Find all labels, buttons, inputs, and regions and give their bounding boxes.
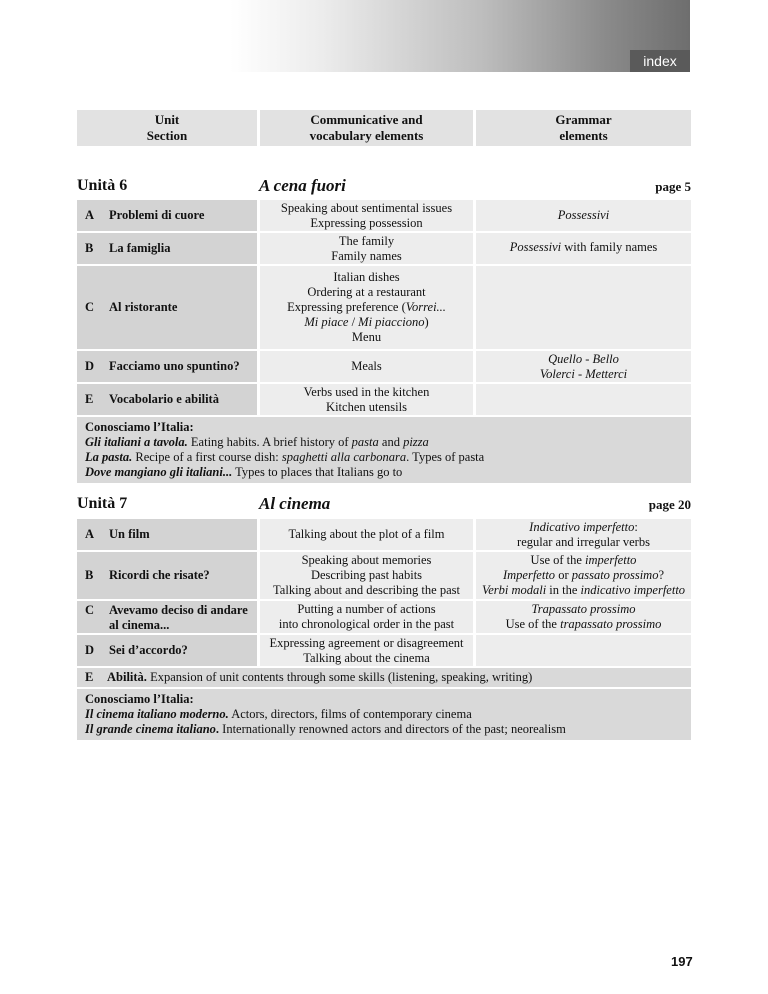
comm-cell (260, 233, 473, 264)
topic-italic: pasta (351, 435, 379, 449)
comm-line: Expressing agreement or disagreement (269, 635, 464, 650)
section-name: Facciamo uno spuntino? (109, 359, 240, 373)
grammar-line: regular and irregular verbs (517, 534, 650, 549)
header-text: Communicative and (310, 112, 423, 127)
conosciamo-line (85, 722, 683, 737)
section-cell (77, 384, 257, 415)
grammar-cell (476, 266, 691, 349)
conosciamo-line (85, 707, 683, 722)
unit-7-table (77, 519, 691, 740)
table-row (77, 601, 691, 633)
section-letter: D (85, 643, 95, 657)
index-tab: index (630, 50, 690, 72)
table-row (77, 266, 691, 349)
conosciamo-line (85, 450, 683, 465)
grammar-italic: indicativo imperfetto (580, 583, 686, 597)
comm-cell (260, 200, 473, 231)
topic-text: . (215, 722, 220, 736)
topic-text: . Types of pasta (406, 450, 485, 464)
section-name-line: al cinema... (109, 618, 170, 632)
section-letter: B (85, 241, 94, 255)
comm-line (304, 315, 428, 330)
conosciamo-box (77, 417, 691, 483)
comm-cell (260, 384, 473, 415)
conosciamo-line (85, 435, 683, 450)
grammar-line (510, 240, 658, 255)
comm-line: Speaking about sentimental issues (280, 200, 453, 215)
topic-title: Il cinema italiano moderno. (85, 707, 229, 721)
section-name: Vocabolario e abilità (109, 392, 219, 406)
section-cell (77, 552, 257, 599)
header-communicative (260, 110, 473, 146)
unit-number: Unità 6 (77, 177, 128, 194)
unit-page: page 20 (648, 497, 691, 512)
section-name: Ricordi che risate? (109, 568, 210, 582)
section-name (109, 603, 248, 633)
comm-line: Talking about the cinema (303, 650, 430, 665)
header-text: elements (559, 128, 608, 143)
table-row (77, 384, 691, 415)
topic-text: Recipe of a first course dish: (132, 450, 282, 464)
topic-text: Types to places that Italians go to (232, 465, 403, 479)
header-text: Unit (154, 112, 180, 127)
unit-6-table (77, 200, 691, 483)
grammar-line (529, 520, 638, 535)
comm-cell (260, 635, 473, 666)
grammar-cell (476, 384, 691, 415)
conosciamo-heading: Conosciamo l’Italia: (85, 692, 194, 706)
comm-line: Talking about and describing the past (273, 583, 460, 597)
abilita-title: Abilità. (107, 670, 147, 684)
section-cell (77, 351, 257, 382)
grammar-cell (476, 233, 691, 264)
grammar-line (503, 568, 664, 583)
table-row (77, 351, 691, 382)
grammar-text: with family names (561, 240, 658, 254)
header-text: vocabulary elements (309, 128, 424, 143)
table-row (77, 200, 691, 231)
section-letter: A (85, 527, 95, 541)
comm-italic: Mi piace (304, 315, 349, 329)
table-row (77, 552, 691, 599)
grammar-cell (476, 351, 691, 382)
comm-cell (260, 351, 473, 382)
grammar-line: Volerci - Metterci (539, 366, 628, 381)
comm-line: Describing past habits (310, 568, 423, 582)
grammar-text: : (634, 519, 638, 534)
table-row (77, 519, 691, 550)
comm-line: Verbs used in the kitchen (303, 384, 430, 399)
conosciamo-box (77, 689, 691, 740)
section-name: Un film (109, 527, 150, 541)
topic-title: Dove mangiano gli italiani... (85, 465, 233, 479)
topic-italic: pizza (403, 435, 429, 449)
comm-cell (260, 519, 473, 550)
grammar-italic: passato prossimo (571, 568, 659, 582)
topic-title: La pasta. (85, 450, 133, 464)
section-letter: D (85, 359, 95, 373)
grammar-line (506, 617, 662, 632)
comm-line: into chronological order in the past (278, 617, 455, 631)
comm-line: Kitchen utensils (326, 399, 407, 414)
section-letter: E (85, 670, 94, 684)
section-name-line: Avevamo deciso di andare (109, 603, 248, 617)
grammar-text: or (555, 568, 572, 582)
unit-7-heading (77, 495, 691, 517)
comm-line: Meals (351, 359, 382, 373)
unit-title: A cena fuori (259, 176, 346, 195)
section-name: La famiglia (109, 241, 171, 255)
grammar-line: Trapassato prossimo (531, 602, 636, 616)
table-row (77, 635, 691, 666)
unit-number: Unità 7 (77, 495, 128, 512)
topic-text: and (378, 435, 404, 449)
abilita-text: Expansion of unit contents through some skills (listening, speaking, writing) (146, 670, 533, 684)
section-letter: B (85, 568, 94, 582)
section-cell (77, 200, 257, 231)
comm-line: Expressing possession (310, 215, 423, 230)
topic-title: Gli italiani a tavola. (85, 435, 188, 449)
section-name: Al ristorante (109, 300, 178, 314)
grammar-cell (476, 635, 691, 666)
header-text: Grammar (555, 112, 612, 127)
topic-title: Il grande cinema italiano (85, 722, 216, 736)
grammar-italic: imperfetto (585, 553, 637, 567)
grammar-italic: Verbi modali (481, 583, 547, 597)
header-unit-section (77, 110, 257, 146)
grammar-text: ? (658, 568, 665, 582)
section-cell (77, 601, 257, 633)
comm-italic: Mi piacciono (358, 315, 425, 329)
comm-line: The family (338, 233, 395, 248)
grammar-cell (476, 200, 691, 231)
comm-line: Putting a number of actions (297, 602, 436, 616)
grammar-cell (476, 519, 691, 550)
conosciamo-heading: Conosciamo l’Italia: (85, 420, 194, 434)
comm-line: Family names (331, 248, 402, 263)
topic-text: Internationally renowned actors and directors of the past; neorealism (219, 722, 566, 736)
section-letter: C (85, 603, 95, 617)
topic-italic: spaghetti alla carbonara (281, 450, 407, 464)
comm-text: ) (424, 315, 429, 329)
section-cell (77, 266, 257, 349)
grammar-italic: trapassato prossimo (560, 617, 662, 631)
page-number: 197 (671, 954, 693, 969)
comm-text: Expressing preference ( (287, 300, 406, 314)
comm-italic: Vorrei... (405, 300, 446, 314)
section-letter: E (85, 392, 94, 406)
grammar-line (531, 553, 637, 568)
comm-line: Ordering at a restaurant (307, 285, 426, 299)
comm-text: / (348, 315, 359, 329)
section-cell (77, 519, 257, 550)
table-row (77, 233, 691, 264)
comm-line: Talking about the plot of a film (288, 527, 445, 541)
conosciamo-line (85, 465, 683, 480)
abilita-row (77, 668, 691, 687)
grammar-italic: Indicativo imperfetto (529, 519, 635, 534)
header-banner (230, 0, 690, 72)
comm-line (287, 300, 446, 315)
unit-page: page 5 (655, 179, 691, 194)
section-name: Problemi di cuore (109, 208, 205, 222)
topic-text: Actors, directors, films of contemporary cinema (228, 707, 472, 721)
comm-line: Speaking about memories (301, 553, 432, 567)
unit-6-heading (77, 177, 691, 199)
grammar-italic: Possessivi (509, 240, 562, 254)
topic-text: Eating habits. A brief history of (187, 435, 352, 449)
section-cell (77, 635, 257, 666)
unit-title: Al cinema (259, 494, 331, 513)
grammar-text: Use of the (530, 553, 586, 567)
section-letter: C (85, 300, 95, 314)
grammar-cell (476, 601, 691, 633)
comm-line: Menu (351, 330, 382, 344)
grammar-italic: Imperfetto (502, 568, 556, 582)
comm-cell (260, 552, 473, 599)
header-grammar (476, 110, 691, 146)
section-letter: A (85, 208, 95, 222)
grammar-line: Possessivi (557, 208, 610, 222)
grammar-line (482, 583, 685, 598)
grammar-text: Use of the (505, 617, 561, 631)
comm-cell (260, 266, 473, 349)
grammar-cell (476, 552, 691, 599)
grammar-line: Quello - Bello (548, 351, 619, 366)
comm-line: Italian dishes (333, 270, 400, 284)
comm-cell (260, 601, 473, 633)
column-header (77, 110, 691, 146)
section-cell (77, 233, 257, 264)
grammar-text: in the (546, 583, 581, 597)
section-name: Sei d’accordo? (109, 643, 188, 657)
header-text: Section (146, 128, 188, 143)
